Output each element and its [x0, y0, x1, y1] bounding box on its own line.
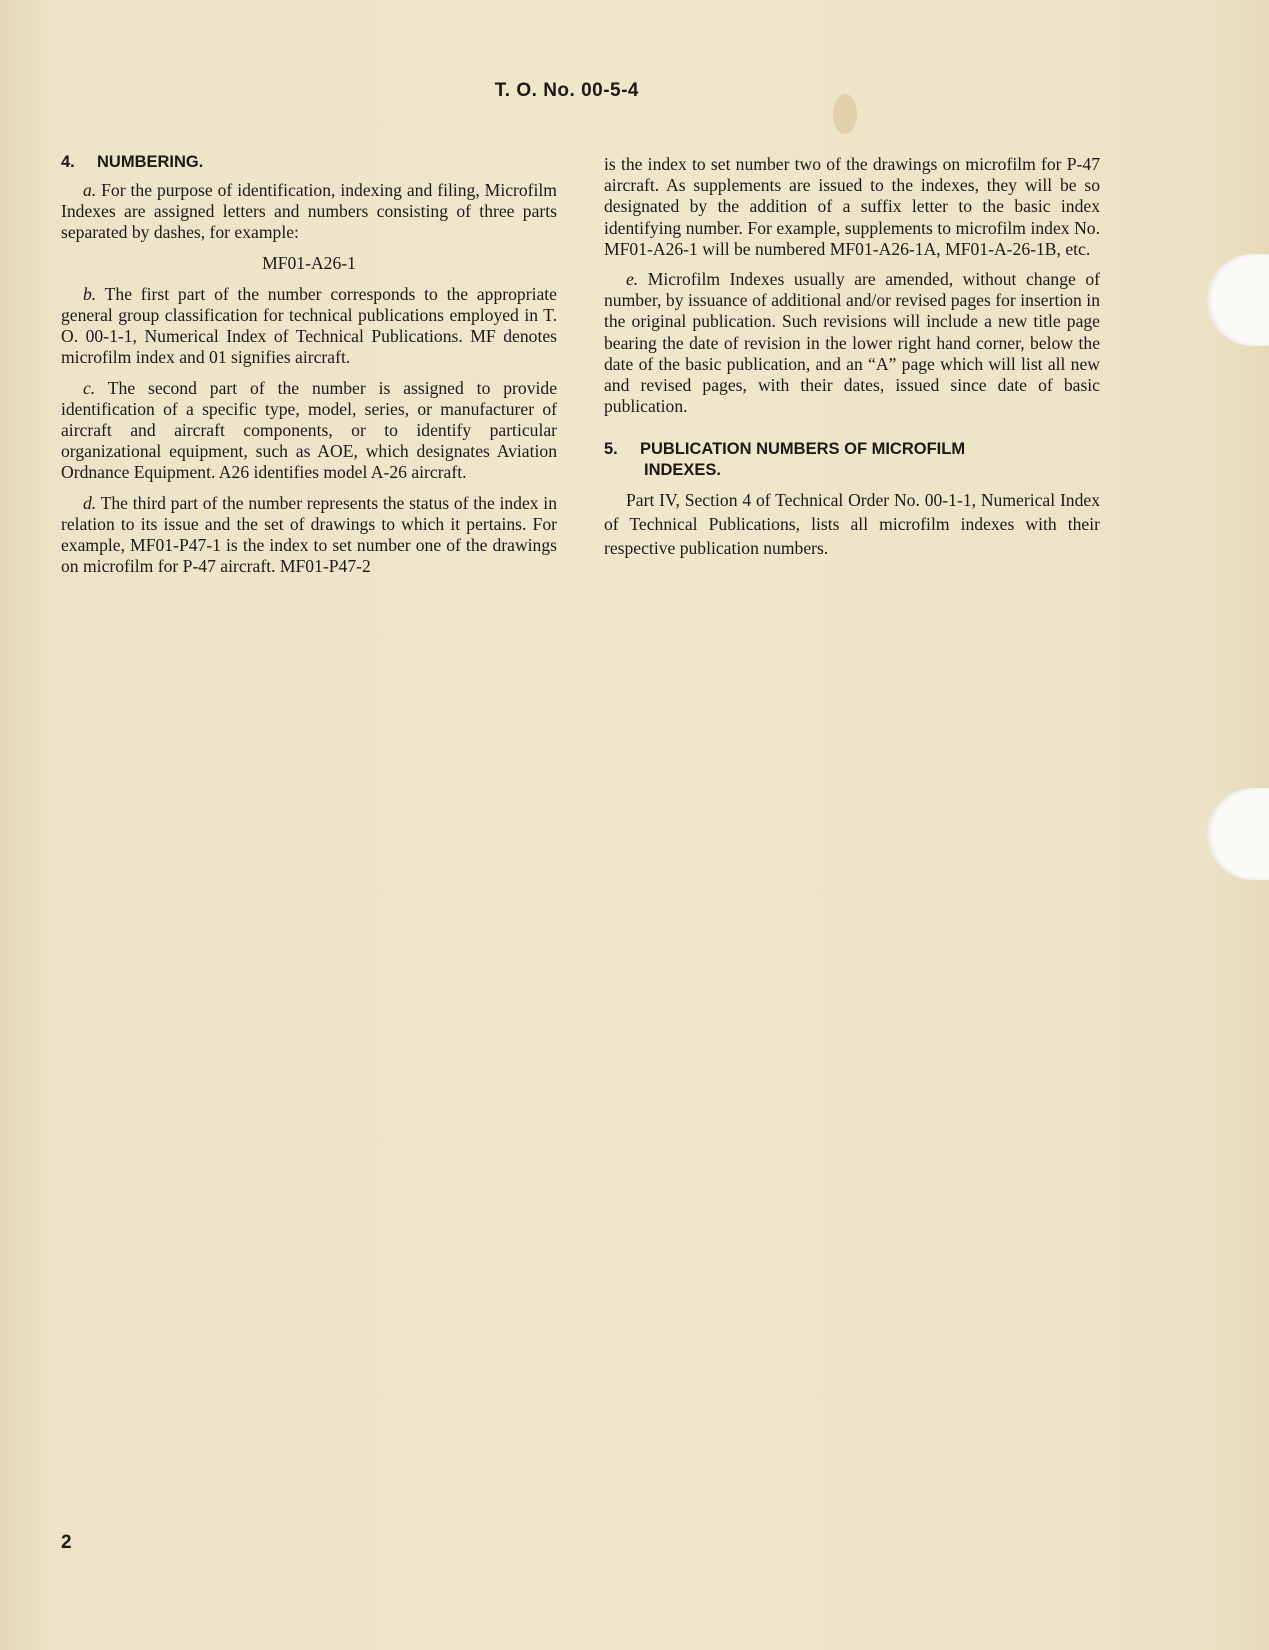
- left-column: [61, 152, 557, 586]
- paragraph-b-label: b.: [83, 283, 97, 304]
- binder-hole-top: [1207, 254, 1269, 346]
- paragraph-c-label: c.: [83, 377, 96, 398]
- document-number: T. O. No. 00-5-4: [494, 80, 639, 101]
- page-header: [0, 80, 1269, 102]
- paragraph-e-label: e.: [626, 269, 639, 290]
- section-5-title-line2: INDEXES.: [644, 461, 722, 480]
- section-4-title: NUMBERING.: [97, 153, 204, 171]
- paragraph-d: [61, 493, 557, 578]
- paragraph-e-text: Microfilm Indexes usually are amended, without change of number, by issuance of additional and/or revised pages for insertion in the original publication. Such revisions will include a new title page bearing the date of revision in the lower right hand corner, below the date of the basic publication, and an “A” page which will list all new and revised pages, with their dates, issued since date of basic publication.: [604, 269, 1100, 417]
- section-4-heading: [61, 152, 557, 173]
- paragraph-e: [604, 269, 1100, 417]
- paragraph-a: [61, 180, 557, 244]
- section-5-paragraph: Part IV, Section 4 of Technical Order No. 00-1-1, Numerical Index of Technical Publications, lists all microfilm indexes with their respective publication numbers.: [604, 490, 1100, 559]
- binder-hole-middle: [1207, 788, 1269, 880]
- paragraph-a-label: a.: [83, 180, 97, 200]
- section-5-number: 5.: [604, 440, 618, 459]
- section-5-heading: [604, 439, 1100, 481]
- right-column: [604, 154, 1100, 569]
- paragraph-d-label: d.: [83, 492, 97, 513]
- paragraph-d-continued: is the index to set number two of the drawings on microfilm for P-47 aircraft. As supplements are issued to the indexes, they will be so designated by the addition of a suffix letter to the basic index identifying number. For example, supplements to microfilm index No. MF01-A26-1 will be numbered MF01-A26-1A, MF01-A-26-1B, etc.: [604, 154, 1100, 259]
- paragraph-a-text: For the purpose of identification, indexing and filing, Microfilm Indexes are assigned letters and numbers consisting of three parts separated by dashes, for example:: [61, 180, 557, 243]
- section-5-title-line1: PUBLICATION NUMBERS OF MICROFILM: [640, 440, 966, 459]
- section-4-number: 4.: [61, 153, 75, 171]
- paragraph-c-text: The second part of the number is assigned to provide identification of a specific type, model, series, or manufacturer of aircraft and aircraft components, or to identify particular organizational equipment, such as AOE, which designates Aviation Ordnance Equipment. A26 identifies model A-26 aircraft.: [61, 377, 557, 483]
- paragraph-b-text: The first part of the number corresponds to the appropriate general group classification for technical publications employed in T. O. 00-1-1, Numerical Index of Technical Publications. MF denotes microfilm index and 01 signifies aircraft.: [61, 283, 557, 368]
- paragraph-d-text: The third part of the number represents the status of the index in relation to its issue and the set of drawings to which it pertains. For example, MF01-P47-1 is the index to set number one of the drawings on microfilm for P-47 aircraft. MF01-P47-2: [61, 492, 557, 577]
- paragraph-c: [61, 378, 557, 484]
- paragraph-b: [61, 284, 557, 369]
- page-number: 2: [61, 1532, 72, 1553]
- example-number: MF01-A26-1: [262, 252, 356, 273]
